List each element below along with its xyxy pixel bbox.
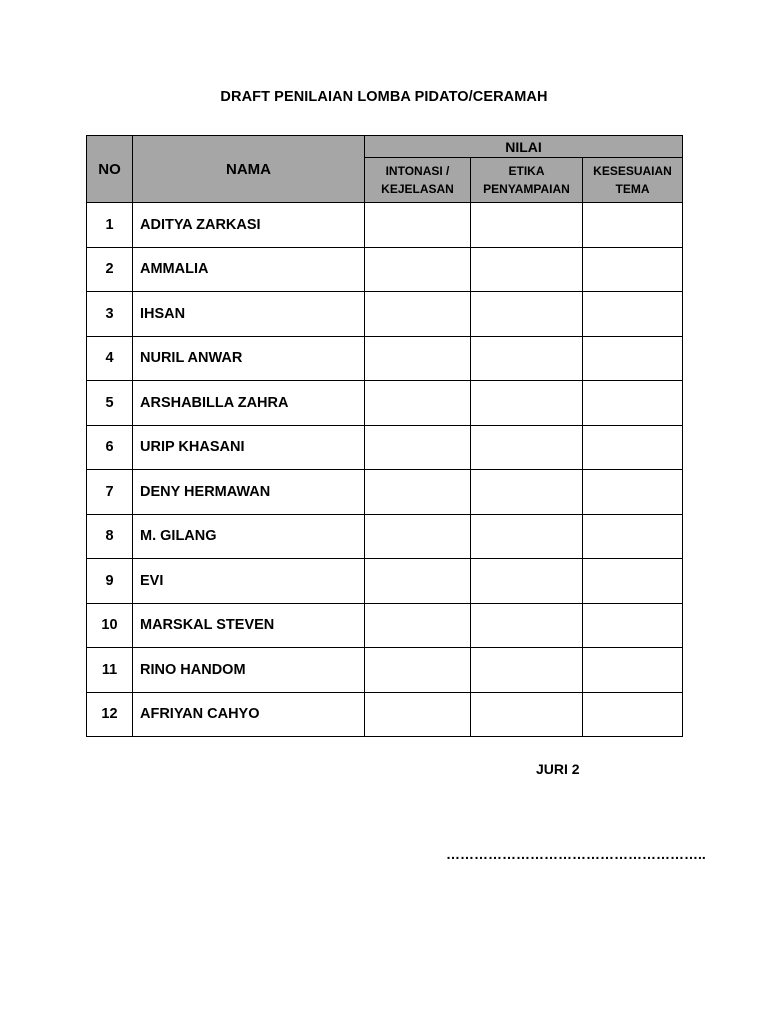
row-no: 3 bbox=[87, 292, 133, 337]
score-cell-etika[interactable] bbox=[471, 470, 583, 515]
score-cell-intonasi[interactable] bbox=[365, 336, 471, 381]
table-row bbox=[87, 336, 683, 381]
document-title: DRAFT PENILAIAN LOMBA PIDATO/CERAMAH bbox=[220, 89, 548, 105]
row-nama: AFRIYAN CAHYO bbox=[133, 692, 365, 737]
score-cell-etika[interactable] bbox=[471, 247, 583, 292]
row-no: 8 bbox=[87, 514, 133, 559]
score-cell-intonasi[interactable] bbox=[365, 648, 471, 693]
row-no: 11 bbox=[87, 648, 133, 693]
table-row bbox=[87, 292, 683, 337]
header-nama: NAMA bbox=[133, 136, 365, 203]
score-cell-etika[interactable] bbox=[471, 692, 583, 737]
score-cell-intonasi[interactable] bbox=[365, 247, 471, 292]
score-cell-kesesuaian[interactable] bbox=[583, 425, 683, 470]
row-nama: URIP KHASANI bbox=[133, 425, 365, 470]
table-row bbox=[87, 425, 683, 470]
header-etika-line2: PENYAMPAIAN bbox=[483, 182, 570, 196]
row-no: 10 bbox=[87, 603, 133, 648]
score-cell-intonasi[interactable] bbox=[365, 603, 471, 648]
table-row bbox=[87, 470, 683, 515]
header-no: NO bbox=[87, 136, 133, 203]
score-cell-intonasi[interactable] bbox=[365, 203, 471, 248]
header-kesesuaian-line2: TEMA bbox=[615, 182, 650, 196]
score-cell-etika[interactable] bbox=[471, 336, 583, 381]
score-cell-etika[interactable] bbox=[471, 425, 583, 470]
score-cell-intonasi[interactable] bbox=[365, 381, 471, 426]
score-cell-kesesuaian[interactable] bbox=[583, 247, 683, 292]
row-no: 9 bbox=[87, 559, 133, 604]
score-cell-kesesuaian[interactable] bbox=[583, 336, 683, 381]
header-intonasi-line1: INTONASI / bbox=[385, 164, 450, 178]
row-nama: M. GILANG bbox=[133, 514, 365, 559]
score-cell-kesesuaian[interactable] bbox=[583, 514, 683, 559]
header-kesesuaian-line1: KESESUAIAN bbox=[593, 164, 672, 178]
table-row bbox=[87, 514, 683, 559]
row-nama: MARSKAL STEVEN bbox=[133, 603, 365, 648]
score-cell-kesesuaian[interactable] bbox=[583, 203, 683, 248]
score-cell-etika[interactable] bbox=[471, 603, 583, 648]
score-cell-intonasi[interactable] bbox=[365, 559, 471, 604]
header-intonasi-line2: KEJELASAN bbox=[381, 182, 454, 196]
score-cell-intonasi[interactable] bbox=[365, 470, 471, 515]
score-cell-etika[interactable] bbox=[471, 559, 583, 604]
row-no: 6 bbox=[87, 425, 133, 470]
score-cell-kesesuaian[interactable] bbox=[583, 648, 683, 693]
score-cell-etika[interactable] bbox=[471, 514, 583, 559]
score-cell-intonasi[interactable] bbox=[365, 692, 471, 737]
row-nama: DENY HERMAWAN bbox=[133, 470, 365, 515]
table-row bbox=[87, 247, 683, 292]
row-no: 1 bbox=[87, 203, 133, 248]
judge-label: JURI 2 bbox=[536, 761, 580, 777]
table-row bbox=[87, 603, 683, 648]
score-cell-kesesuaian[interactable] bbox=[583, 381, 683, 426]
score-cell-intonasi[interactable] bbox=[365, 514, 471, 559]
score-cell-kesesuaian[interactable] bbox=[583, 692, 683, 737]
row-no: 2 bbox=[87, 247, 133, 292]
table-row bbox=[87, 559, 683, 604]
table-row bbox=[87, 648, 683, 693]
score-cell-kesesuaian[interactable] bbox=[583, 292, 683, 337]
score-cell-etika[interactable] bbox=[471, 203, 583, 248]
header-etika bbox=[471, 158, 583, 203]
row-nama: ARSHABILLA ZAHRA bbox=[133, 381, 365, 426]
signature-line: ……………………………………………….. bbox=[446, 846, 706, 862]
score-cell-etika[interactable] bbox=[471, 648, 583, 693]
score-cell-intonasi[interactable] bbox=[365, 425, 471, 470]
table-row bbox=[87, 203, 683, 248]
row-no: 5 bbox=[87, 381, 133, 426]
row-no: 12 bbox=[87, 692, 133, 737]
row-no: 4 bbox=[87, 336, 133, 381]
row-nama: EVI bbox=[133, 559, 365, 604]
score-cell-etika[interactable] bbox=[471, 381, 583, 426]
score-cell-kesesuaian[interactable] bbox=[583, 559, 683, 604]
score-cell-kesesuaian[interactable] bbox=[583, 470, 683, 515]
header-etika-line1: ETIKA bbox=[508, 164, 545, 178]
row-no: 7 bbox=[87, 470, 133, 515]
row-nama: NURIL ANWAR bbox=[133, 336, 365, 381]
row-nama: ADITYA ZARKASI bbox=[133, 203, 365, 248]
row-nama: RINO HANDOM bbox=[133, 648, 365, 693]
table-row bbox=[87, 692, 683, 737]
table-row bbox=[87, 381, 683, 426]
score-cell-kesesuaian[interactable] bbox=[583, 603, 683, 648]
score-cell-intonasi[interactable] bbox=[365, 292, 471, 337]
header-intonasi bbox=[365, 158, 471, 203]
header-kesesuaian bbox=[583, 158, 683, 203]
row-nama: IHSAN bbox=[133, 292, 365, 337]
row-nama: AMMALIA bbox=[133, 247, 365, 292]
score-cell-etika[interactable] bbox=[471, 292, 583, 337]
score-table bbox=[86, 135, 683, 737]
header-nilai: NILAI bbox=[365, 136, 683, 158]
